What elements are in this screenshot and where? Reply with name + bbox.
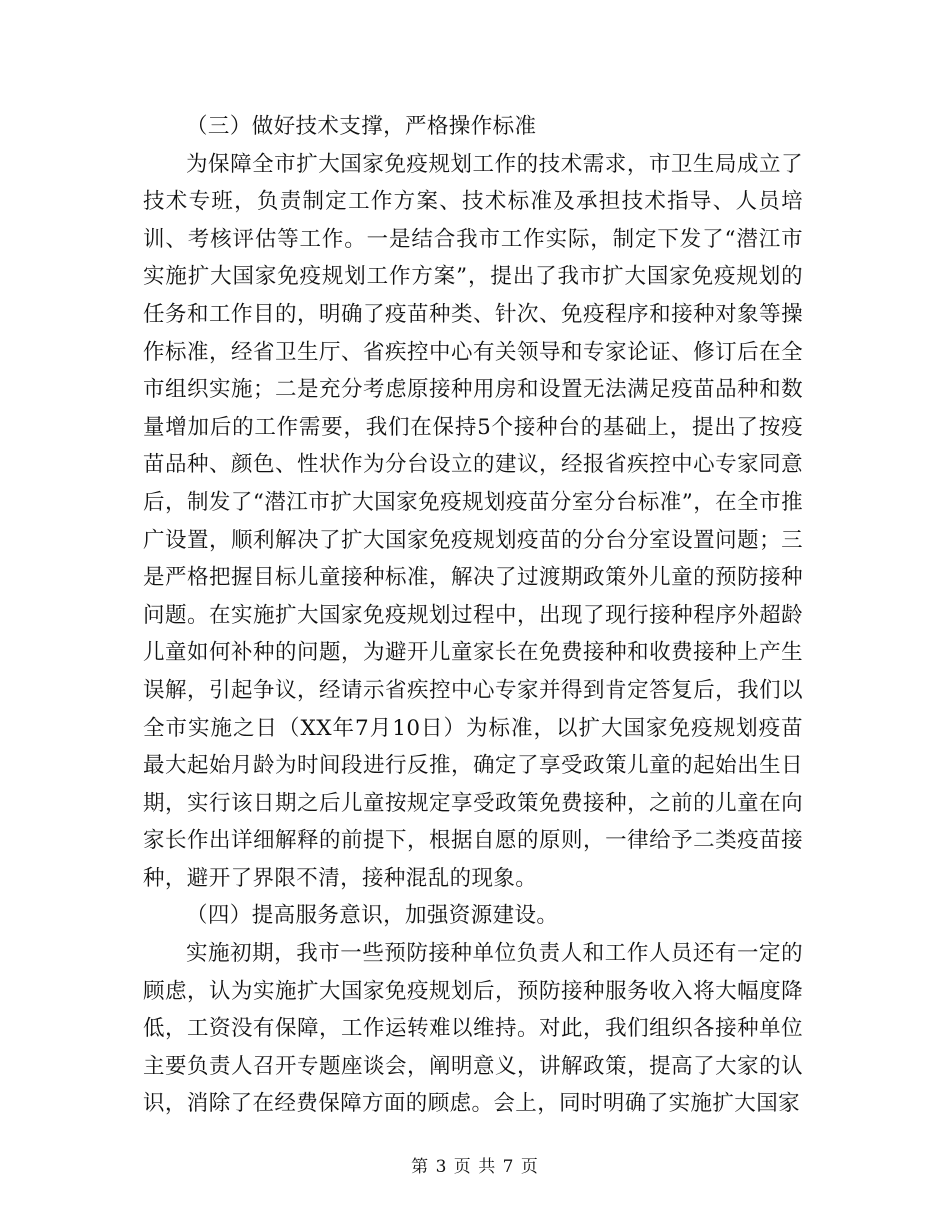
paragraph-section-4: 实施初期，我市一些预防接种单位负责人和工作人员还有一定的顾虑，认为实施扩大国家免疫规划后，预防接种服务收入将大幅度降低，工资没有保障，工作运转难以维持。对此，我们组织各接种单位主要负责人召开专题座谈会，阐明意义，讲解政策，提高了大家的认识，消除了在经费保障方面的顾虑。会上，同时明确了实施扩大国家 xyxy=(143,941,803,1117)
document-body xyxy=(143,108,803,1123)
section-heading-3: （三）做好技术支撑，严格操作标准 xyxy=(186,114,537,139)
paragraph-section-3: 为保障全市扩大国家免疫规划工作的技术需求，市卫生局成立了技术专班，负责制定工作方案、技术标准及承担技术指导、人员培训、考核评估等工作。一是结合我市工作实际，制定下发了“潜江市实施扩大国家免疫规划工作方案”，提出了我市扩大国家免疫规划的任务和工作目的，明确了疫苗种类、针次、免疫程序和接种对象等操作标准，经省卫生厅、省疾控中心有关领导和专家论证、修订后在全市组织实施；二是充分考虑原接种用房和设置无法满足疫苗品种和数量增加后的工作需要，我们在保持5个接种台的基础上，提出了按疫苗品种、颜色、性状作为分台设立的建议，经报省疾控中心专家同意后，制发了“潜江市扩大国家免疫规划疫苗分室分台标准”，在全市推广设置，顺利解决了扩大国家免疫规划疫苗的分台分室设置问题；三是严格把握目标儿童接种标准，解决了过渡期政策外儿童的预防接种问题。在实施扩大国家免疫规划过程中，出现了现行接种程序外超龄儿童如何补种的问题，为避开儿童家长在免费接种和收费接种上产生误解，引起争议，经请示省疾控中心专家并得到肯定答复后，我们以全市实施之日（XX年7月10日）为标准，以扩大国家免疫规划疫苗最大起始月龄为时间段进行反推，确定了享受政策儿童的起始出生日期，实行该日期之后儿童按规定享受政策免费接种，之前的儿童在向家长作出详细解释的前提下，根据自愿的原则，一律给予二类疫苗接种，避开了界限不清，接种混乱的现象。 xyxy=(143,151,803,891)
section-heading-4: （四）提高服务意识，加强资源建设。 xyxy=(186,903,559,929)
page-number-footer: 第 3 页 共 7 页 xyxy=(411,1157,539,1177)
